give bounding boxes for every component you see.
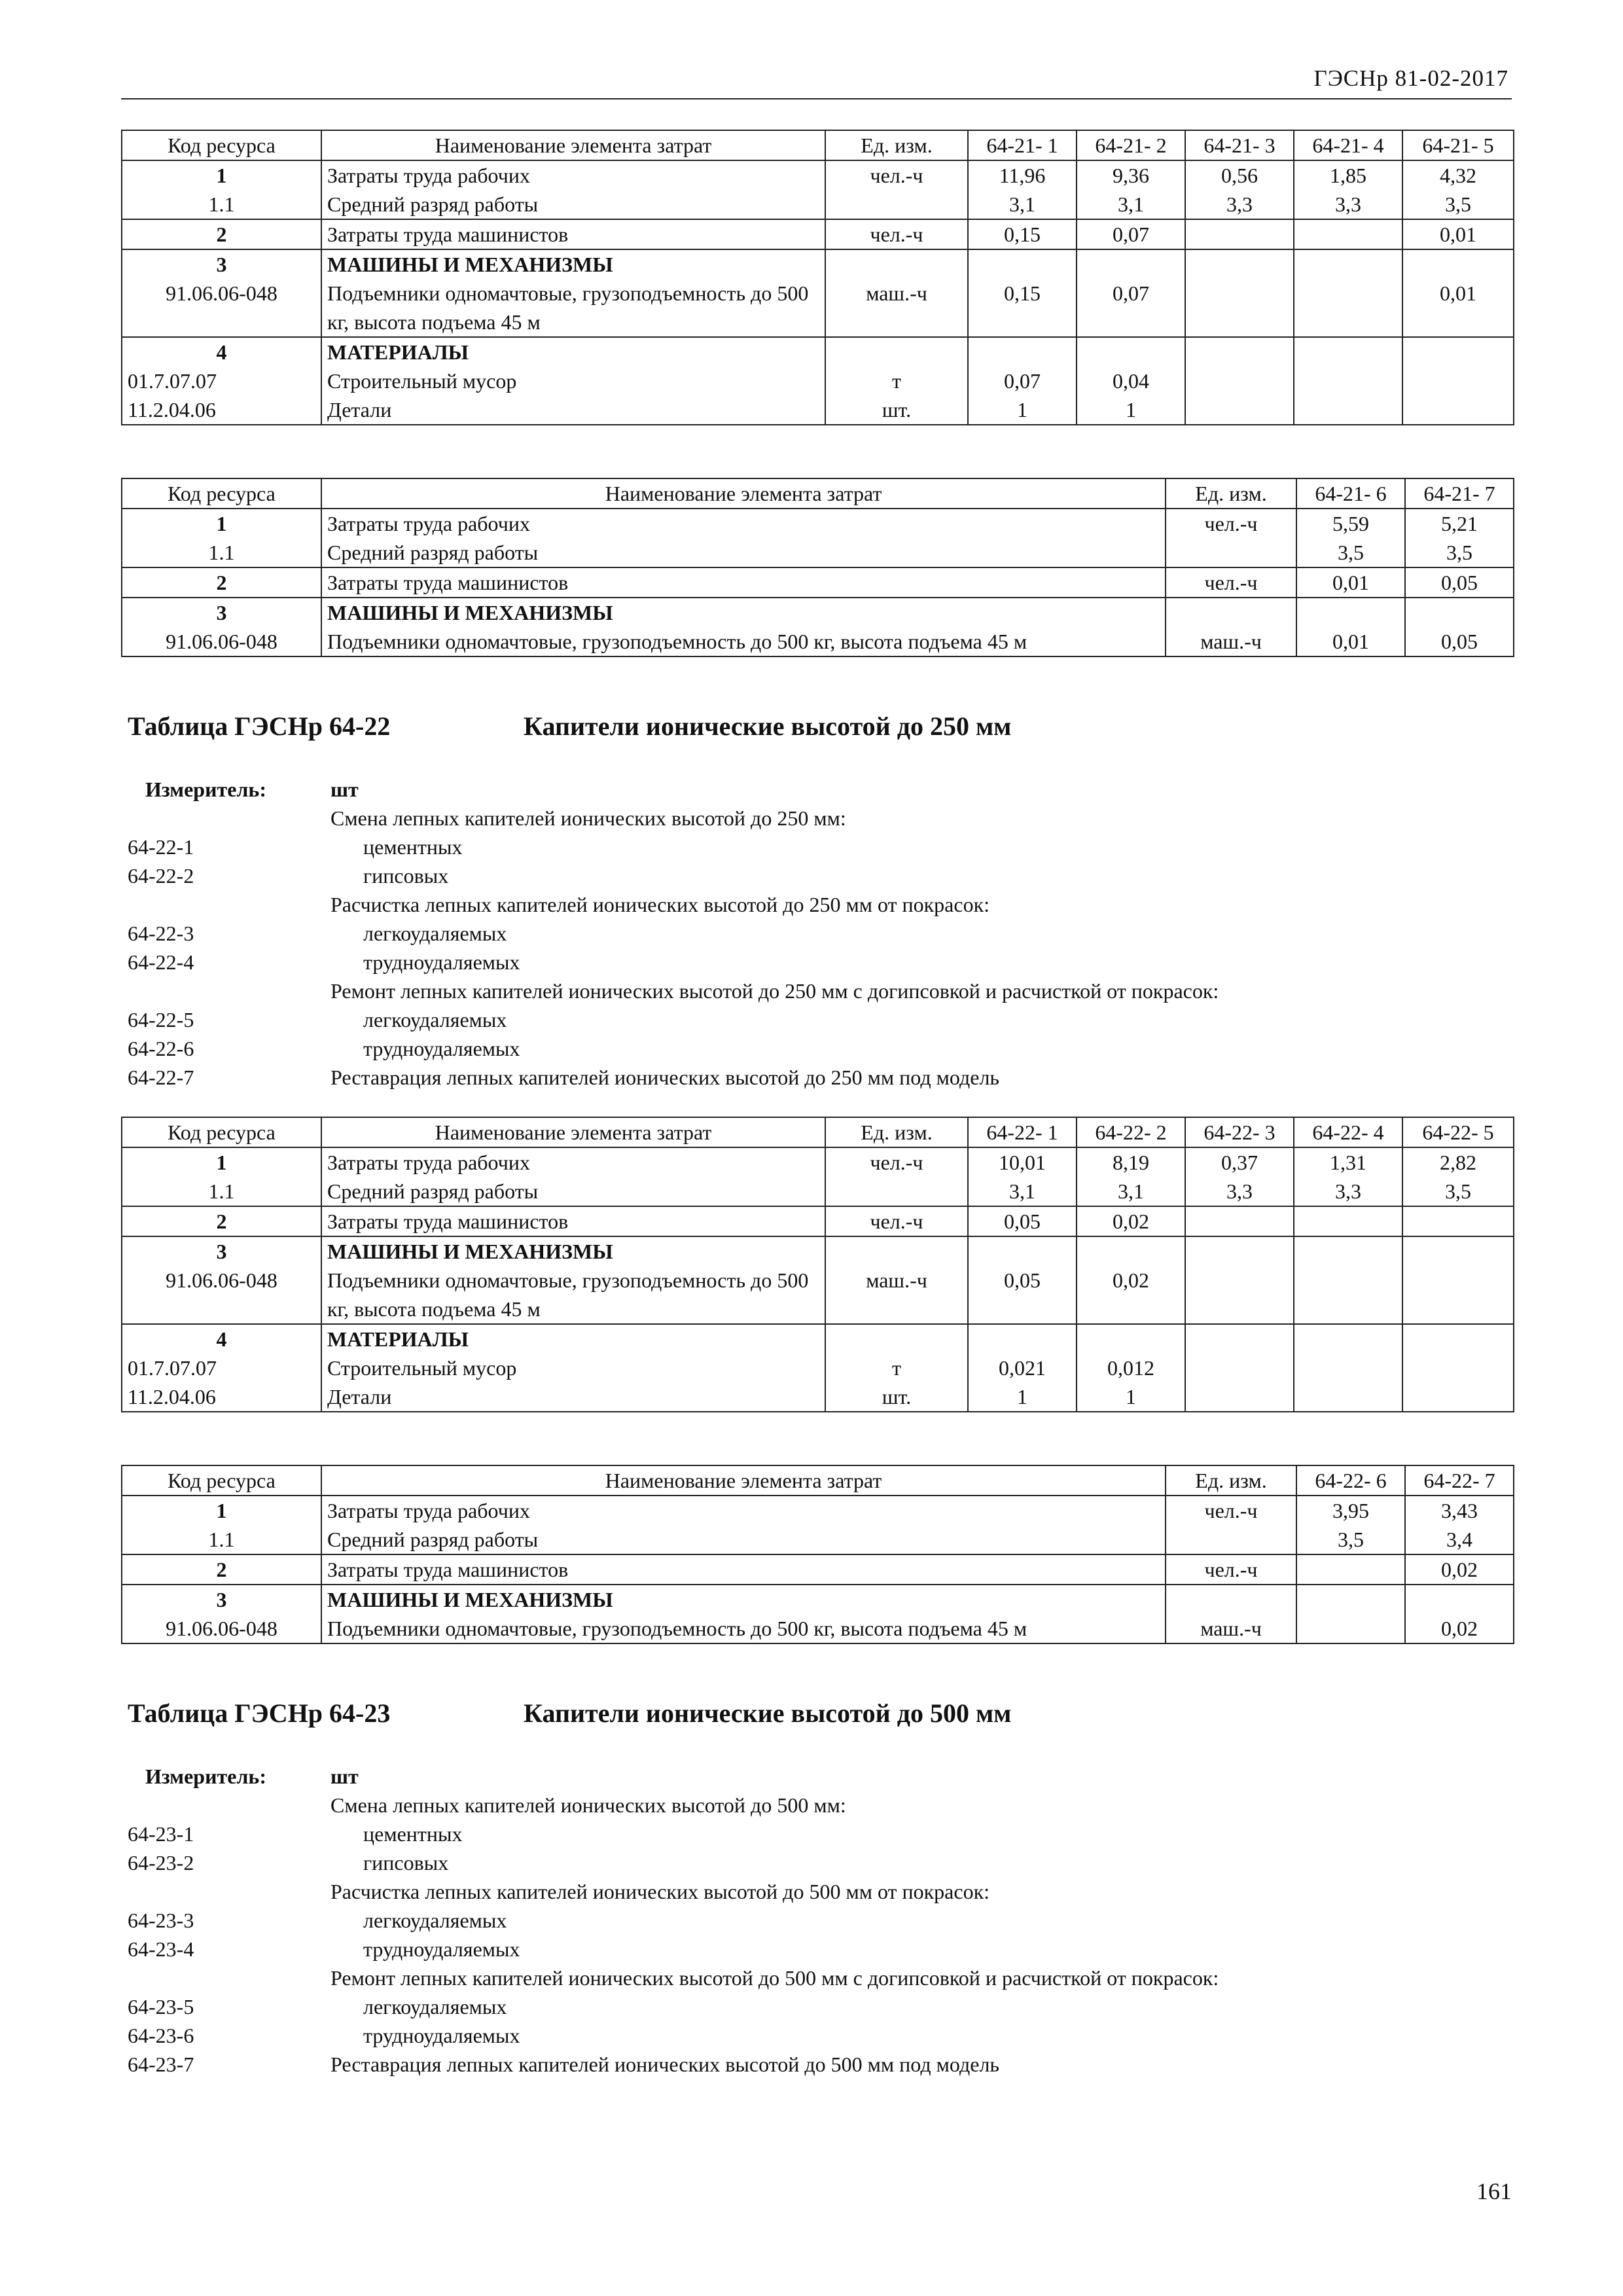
table-header-row — [122, 130, 1514, 160]
work-code: 64-23-2 — [128, 1851, 194, 1874]
page-number: 161 — [1476, 2178, 1512, 2204]
work-description: трудноудаляемых — [363, 2024, 520, 2047]
value-cell — [1296, 1585, 1405, 1643]
resource-code: 2 — [122, 219, 321, 249]
unit-cell: чел.-ч — [1166, 567, 1296, 598]
work-code: 64-22-2 — [128, 864, 194, 888]
resource-code: 1 — [216, 164, 227, 187]
list-item — [128, 1005, 1502, 1034]
table-row — [122, 598, 1514, 656]
resource-code: 11.2.04.06 — [128, 398, 216, 422]
work-description: легкоудаляемых — [363, 1995, 507, 2018]
value-cell: 3,1 — [1118, 192, 1144, 216]
list-item — [128, 1964, 1502, 1992]
resource-code: 1.1 — [208, 1179, 235, 1203]
cost-item-name: Затраты труда рабочих — [327, 1151, 530, 1174]
value-cell: 0,05 — [968, 1236, 1077, 1324]
table-row — [122, 249, 1514, 337]
value-cell: 4,32 — [1440, 164, 1476, 187]
value-cell: 0,04 — [1113, 369, 1149, 393]
table-row — [122, 1324, 1514, 1412]
value-cell: 3,3 — [1226, 1179, 1253, 1203]
value-cell: 3,1 — [1009, 192, 1035, 216]
cost-item-name: Средний разряд работы — [327, 541, 539, 564]
value-cell — [1402, 1236, 1514, 1324]
resource-code: 91.06.06-048 — [166, 281, 277, 305]
table-row — [122, 1496, 1514, 1554]
resource-code: 2 — [122, 567, 321, 598]
value-cell: 0,05 — [968, 1206, 1077, 1236]
work-description: легкоудаляемых — [363, 1008, 507, 1031]
list-item — [128, 1034, 1502, 1063]
value-cell: 0,01 — [1296, 567, 1405, 598]
value-cell — [1294, 219, 1402, 249]
value-cell: 0,05 — [1405, 598, 1514, 656]
value-cell — [1294, 1206, 1402, 1236]
work-description: Реставрация лепных капителей ионических высотой до 250 мм под модель — [330, 1066, 999, 1089]
col-header-value: 64-21- 7 — [1405, 478, 1514, 509]
cost-item-name: Подъемники одномачтовые, грузоподъемность до 500 кг, высота подъема 45 м — [327, 630, 1027, 653]
work-code: 64-22-7 — [128, 1066, 194, 1089]
value-cell — [1294, 1324, 1402, 1412]
work-description: цементных — [363, 835, 463, 859]
col-header-value: 64-21- 3 — [1185, 130, 1294, 160]
cost-item-name: Средний разряд работы — [327, 192, 539, 216]
value-cell: 0,012 — [1107, 1356, 1154, 1380]
col-header-value: 64-21- 4 — [1294, 130, 1402, 160]
table-row — [122, 1585, 1514, 1643]
value-cell: 8,19 — [1113, 1151, 1149, 1174]
value-cell: 1 — [1017, 398, 1027, 422]
section-heading: МАШИНЫ И МЕХАНИЗМЫ — [327, 601, 613, 624]
table-header-row — [122, 1465, 1514, 1496]
resource-code: 1.1 — [208, 192, 235, 216]
value-cell: 1 — [1126, 1385, 1136, 1408]
resource-code: 91.06.06-048 — [166, 630, 277, 653]
cost-item-name: Затраты труда машинистов — [321, 219, 825, 249]
resource-code: 3 — [216, 253, 227, 276]
work-description: Реставрация лепных капителей ионических высотой до 500 мм под модель — [330, 2053, 999, 2076]
work-code: 64-23-1 — [128, 1822, 194, 1846]
col-header-name: Наименование элемента затрат — [321, 478, 1166, 509]
unit-cell: маш.-ч — [825, 1236, 968, 1324]
list-item — [128, 1791, 1502, 1820]
table-row — [122, 337, 1514, 425]
resource-code: 1.1 — [208, 541, 235, 564]
value-cell: 3,5 — [1446, 541, 1472, 564]
value-cell: 1,31 — [1330, 1151, 1366, 1174]
value-cell — [1185, 337, 1294, 425]
value-cell: 0,021 — [999, 1356, 1046, 1380]
list-item — [128, 977, 1502, 1005]
value-cell: 1 — [1126, 398, 1136, 422]
work-code: 64-22-1 — [128, 835, 194, 859]
cost-item-name: Строительный мусор — [327, 369, 517, 393]
unit-cell: шт. — [882, 398, 912, 422]
value-cell: 0,56 — [1221, 164, 1258, 187]
section-heading: МАТЕРИАЛЫ — [327, 340, 469, 364]
value-cell: 0,02 — [1405, 1585, 1514, 1643]
resource-code: 2 — [122, 1554, 321, 1585]
work-code: 64-22-4 — [128, 950, 194, 974]
table-64-22-part2 — [121, 1465, 1514, 1644]
value-cell: 3,43 — [1441, 1499, 1478, 1522]
unit-cell: чел.-ч — [825, 219, 968, 249]
list-item — [128, 1820, 1502, 1848]
value-cell: 3,5 — [1338, 541, 1364, 564]
work-description: Ремонт лепных капителей ионических высотой до 250 мм с догипсовкой и расчисткой от покрасок: — [330, 979, 1219, 1003]
value-cell: 5,59 — [1332, 512, 1369, 535]
section-heading: МАШИНЫ И МЕХАНИЗМЫ — [327, 1588, 613, 1611]
value-cell: 9,36 — [1113, 164, 1149, 187]
work-description: Смена лепных капителей ионических высотой до 250 мм: — [330, 806, 846, 830]
header-rule — [121, 98, 1512, 99]
list-item — [128, 948, 1502, 977]
resource-code: 2 — [122, 1206, 321, 1236]
list-item — [128, 804, 1502, 833]
resource-code: 91.06.06-048 — [166, 1617, 277, 1640]
work-code: 64-23-6 — [128, 2024, 194, 2047]
table-row — [122, 509, 1514, 567]
resource-code: 4 — [216, 1327, 227, 1351]
value-cell — [1402, 1206, 1514, 1236]
list-item — [128, 833, 1502, 861]
cost-item-name: Подъемники одномачтовые, грузоподъемность до 500 кг, высота подъема 45 м — [327, 1617, 1027, 1640]
measure-value: шт — [330, 778, 359, 801]
cost-item-name: Затраты труда машинистов — [321, 567, 1166, 598]
list-item — [128, 1992, 1502, 2021]
unit-cell: чел.-ч — [1166, 509, 1296, 567]
resource-code: 91.06.06-048 — [166, 1268, 277, 1292]
value-cell — [1185, 1324, 1294, 1412]
value-cell: 1 — [1017, 1385, 1027, 1408]
col-header-unit: Ед. изм. — [825, 1117, 968, 1147]
work-description: легкоудаляемых — [363, 922, 507, 945]
section-heading: МАШИНЫ И МЕХАНИЗМЫ — [327, 253, 613, 276]
value-cell: 0,07 — [1077, 249, 1185, 337]
table-label: Таблица ГЭСНр 64-22 — [128, 711, 391, 741]
value-cell — [1402, 1324, 1514, 1412]
work-description: трудноудаляемых — [363, 950, 520, 974]
value-cell: 3,5 — [1338, 1528, 1364, 1551]
list-item — [128, 1063, 1502, 1092]
table-row — [122, 219, 1514, 249]
value-cell: 10,01 — [999, 1151, 1046, 1174]
list-item — [128, 1848, 1502, 1877]
unit-cell: чел.-ч — [825, 1147, 968, 1206]
cost-item-name: Подъемники одномачтовые, грузоподъемность до 500 кг, высота подъема 45 м — [327, 281, 809, 334]
table-header-row — [122, 1117, 1514, 1147]
unit-cell: чел.-ч — [825, 1206, 968, 1236]
list-item — [128, 861, 1502, 890]
value-cell: 1,85 — [1330, 164, 1366, 187]
table-row — [122, 160, 1514, 219]
value-cell — [1402, 337, 1514, 425]
resource-code: 3 — [216, 601, 227, 624]
value-cell: 0,07 — [1077, 219, 1185, 249]
value-cell: 0,01 — [1296, 598, 1405, 656]
col-header-code: Код ресурса — [122, 130, 321, 160]
value-cell: 11,96 — [999, 164, 1046, 187]
section-heading: МАШИНЫ И МЕХАНИЗМЫ — [327, 1240, 613, 1263]
value-cell: 3,5 — [1445, 1179, 1471, 1203]
value-cell: 3,95 — [1332, 1499, 1369, 1522]
work-code: 64-22-6 — [128, 1037, 194, 1060]
table-title: Капители ионические высотой до 250 мм — [524, 711, 1012, 741]
col-header-value: 64-22- 4 — [1294, 1117, 1402, 1147]
work-code: 64-23-7 — [128, 2053, 194, 2076]
resource-code: 4 — [216, 340, 227, 364]
work-code: 64-22-5 — [128, 1008, 194, 1031]
section-heading: МАТЕРИАЛЫ — [327, 1327, 469, 1351]
unit-cell: чел.-ч — [1166, 1496, 1296, 1554]
col-header-unit: Ед. изм. — [1166, 478, 1296, 509]
list-item — [128, 890, 1502, 919]
value-cell: 0,15 — [968, 249, 1077, 337]
resource-code: 3 — [216, 1240, 227, 1263]
work-description: Расчистка лепных капителей ионических высотой до 250 мм от покрасок: — [330, 893, 990, 916]
list-item — [128, 1935, 1502, 1964]
unit-cell: шт. — [882, 1385, 912, 1408]
work-code: 64-23-3 — [128, 1909, 194, 1932]
value-cell: 3,4 — [1446, 1528, 1472, 1551]
unit-cell: чел.-ч — [825, 160, 968, 219]
value-cell: 0,01 — [1402, 219, 1514, 249]
cost-item-name: Детали — [327, 1385, 392, 1408]
work-description: гипсовых — [363, 1851, 449, 1874]
value-cell — [1185, 249, 1294, 337]
unit-cell: чел.-ч — [1166, 1554, 1296, 1585]
value-cell — [1294, 337, 1402, 425]
value-cell: 0,02 — [1077, 1206, 1185, 1236]
col-header-unit: Ед. изм. — [825, 130, 968, 160]
table-row — [122, 1206, 1514, 1236]
col-header-code: Код ресурса — [122, 478, 321, 509]
work-description: трудноудаляемых — [363, 1037, 520, 1060]
value-cell — [1185, 219, 1294, 249]
list-item — [128, 1906, 1502, 1935]
col-header-value: 64-21- 5 — [1402, 130, 1514, 160]
value-cell: 0,05 — [1405, 567, 1514, 598]
col-header-name: Наименование элемента затрат — [321, 1465, 1166, 1496]
col-header-unit: Ед. изм. — [1166, 1465, 1296, 1496]
unit-cell: маш.-ч — [1166, 1585, 1296, 1643]
value-cell: 3,3 — [1335, 192, 1361, 216]
unit-cell: маш.-ч — [1166, 598, 1296, 656]
value-cell: 5,21 — [1441, 512, 1478, 535]
table-row — [122, 1236, 1514, 1324]
col-header-value: 64-22- 6 — [1296, 1465, 1405, 1496]
measure-label: Измеритель: — [145, 1765, 266, 1788]
table-64-21-part2 — [121, 478, 1514, 657]
col-header-value: 64-22- 5 — [1402, 1117, 1514, 1147]
cost-item-name: Детали — [327, 398, 392, 422]
value-cell: 0,07 — [1004, 369, 1041, 393]
unit-cell: маш.-ч — [825, 249, 968, 337]
document-code: ГЭСНр 81-02-2017 — [1313, 65, 1508, 91]
cost-item-name: Затраты труда рабочих — [327, 512, 530, 535]
value-cell: 3,1 — [1118, 1179, 1144, 1203]
work-description: легкоудаляемых — [363, 1909, 507, 1932]
list-item — [128, 1877, 1502, 1906]
table-row — [122, 1147, 1514, 1206]
list-item — [128, 919, 1502, 948]
cost-item-name: Затраты труда машинистов — [321, 1206, 825, 1236]
work-description: Ремонт лепных капителей ионических высотой до 500 мм с догипсовкой и расчисткой от покрасок: — [330, 1966, 1219, 1990]
value-cell: 0,15 — [968, 219, 1077, 249]
measure-value: шт — [330, 1765, 359, 1788]
work-description: цементных — [363, 1822, 463, 1846]
table-row — [122, 567, 1514, 598]
value-cell: 2,82 — [1440, 1151, 1476, 1174]
unit-cell: т — [892, 369, 901, 393]
value-cell: 3,5 — [1445, 192, 1471, 216]
table-64-21-part1 — [121, 130, 1514, 425]
value-cell: 3,1 — [1009, 1179, 1035, 1203]
work-description: Расчистка лепных капителей ионических высотой до 500 мм от покрасок: — [330, 1880, 990, 1903]
cost-item-name: Средний разряд работы — [327, 1179, 539, 1203]
col-header-value: 64-22- 1 — [968, 1117, 1077, 1147]
work-description: гипсовых — [363, 864, 449, 888]
value-cell: 3,3 — [1226, 192, 1253, 216]
value-cell: 3,3 — [1335, 1179, 1361, 1203]
value-cell — [1294, 249, 1402, 337]
value-cell: 0,37 — [1221, 1151, 1258, 1174]
col-header-value: 64-22- 7 — [1405, 1465, 1514, 1496]
value-cell: 0,02 — [1405, 1554, 1514, 1585]
value-cell — [1185, 1206, 1294, 1236]
value-cell: 0,02 — [1077, 1236, 1185, 1324]
work-code: 64-23-5 — [128, 1995, 194, 2018]
table-label: Таблица ГЭСНр 64-23 — [128, 1698, 391, 1728]
measure-label: Измеритель: — [145, 778, 266, 801]
resource-code: 01.7.07.07 — [128, 369, 217, 393]
table-row — [122, 1554, 1514, 1585]
work-description: Смена лепных капителей ионических высотой до 500 мм: — [330, 1793, 846, 1817]
cost-item-name: Строительный мусор — [327, 1356, 517, 1380]
value-cell — [1296, 1554, 1405, 1585]
table-title: Капители ионические высотой до 500 мм — [524, 1698, 1012, 1728]
resource-code: 1 — [216, 1499, 227, 1522]
cost-item-name: Средний разряд работы — [327, 1528, 539, 1551]
work-description: трудноудаляемых — [363, 1937, 520, 1961]
cost-item-name: Затраты труда машинистов — [321, 1554, 1166, 1585]
col-header-value: 64-21- 1 — [968, 130, 1077, 160]
cost-item-name: Затраты труда рабочих — [327, 164, 530, 187]
resource-code: 3 — [216, 1588, 227, 1611]
col-header-value: 64-21- 6 — [1296, 478, 1405, 509]
value-cell — [1185, 1236, 1294, 1324]
col-header-code: Код ресурса — [122, 1465, 321, 1496]
resource-code: 01.7.07.07 — [128, 1356, 217, 1380]
list-item — [128, 2050, 1502, 2079]
unit-cell: т — [892, 1356, 901, 1380]
col-header-value: 64-21- 2 — [1077, 130, 1185, 160]
col-header-name: Наименование элемента затрат — [321, 130, 825, 160]
table-64-22-part1 — [121, 1117, 1514, 1412]
list-item — [128, 2021, 1502, 2050]
value-cell: 0,01 — [1402, 249, 1514, 337]
work-code: 64-23-4 — [128, 1937, 194, 1961]
cost-item-name: Подъемники одномачтовые, грузоподъемность до 500 кг, высота подъема 45 м — [327, 1268, 809, 1321]
col-header-name: Наименование элемента затрат — [321, 1117, 825, 1147]
value-cell — [1294, 1236, 1402, 1324]
resource-code: 11.2.04.06 — [128, 1385, 216, 1408]
col-header-code: Код ресурса — [122, 1117, 321, 1147]
col-header-value: 64-22- 3 — [1185, 1117, 1294, 1147]
cost-item-name: Затраты труда рабочих — [327, 1499, 530, 1522]
resource-code: 1 — [216, 1151, 227, 1174]
table-header-row — [122, 478, 1514, 509]
col-header-value: 64-22- 2 — [1077, 1117, 1185, 1147]
resource-code: 1.1 — [208, 1528, 235, 1551]
resource-code: 1 — [216, 512, 227, 535]
work-code: 64-22-3 — [128, 922, 194, 945]
